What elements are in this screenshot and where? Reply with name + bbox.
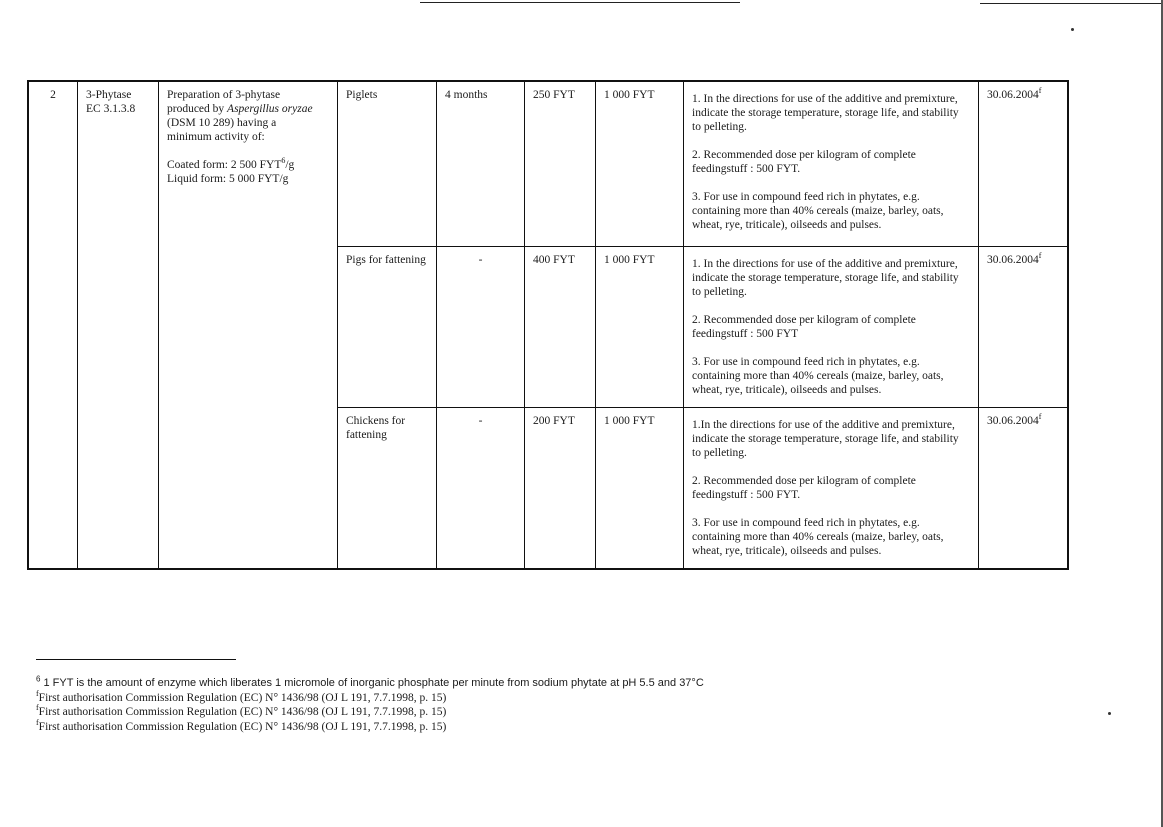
date-text: 30.06.2004 bbox=[987, 254, 1039, 266]
maximum-content: 1 000 FYT bbox=[596, 247, 684, 408]
scan-top-line bbox=[420, 2, 740, 3]
footnote-text: First authorisation Commission Regulation (EC) N° 1436/98 (OJ L 191, 7.7.1998, p. 15) bbox=[38, 691, 447, 704]
maximum-age: - bbox=[437, 408, 525, 570]
footnote bbox=[36, 705, 704, 720]
footnote-text: 1 FYT is the amount of enzyme which liberates 1 micromole of inorganic phosphate per minute from sodium phytate at pH 5.5 and 37°C bbox=[40, 677, 704, 689]
provision-item: 3. For use in compound feed rich in phytates, e.g. containing more than 40% cereals (maize, barley, oats, wheat, rye, triticale), oilseeds and pulses. bbox=[692, 356, 944, 396]
coated-form-unit: /g bbox=[285, 159, 295, 171]
footnote-marker: f bbox=[36, 688, 39, 698]
authorisation-date bbox=[979, 247, 1069, 408]
footnote-separator bbox=[36, 659, 236, 660]
footnote-marker: f bbox=[36, 717, 39, 727]
minimum-content: 400 FYT bbox=[525, 247, 596, 408]
additive-ec-number: EC 3.1.3.8 bbox=[86, 103, 136, 115]
footnote-text: First authorisation Commission Regulation (EC) N° 1436/98 (OJ L 191, 7.7.1998, p. 15) bbox=[38, 720, 447, 733]
organism-name: Aspergillus oryzae bbox=[227, 103, 313, 115]
authorisation-date bbox=[979, 81, 1069, 247]
footnotes bbox=[36, 676, 704, 734]
maximum-age: - bbox=[437, 247, 525, 408]
description-line: Preparation of 3-phytase bbox=[167, 89, 281, 101]
minimum-content: 200 FYT bbox=[525, 408, 596, 570]
footnote-ref: f bbox=[1038, 251, 1042, 261]
authorisation-date bbox=[979, 408, 1069, 570]
footnote bbox=[36, 688, 704, 706]
footnote-ref: 6 bbox=[281, 156, 286, 166]
additive-name: 3-Phytase bbox=[86, 89, 132, 101]
additive-cell bbox=[78, 81, 159, 569]
table-row bbox=[28, 81, 1068, 247]
entry-number: 2 bbox=[28, 81, 78, 569]
description-line bbox=[167, 102, 329, 116]
liquid-form: Liquid form: 5 000 FYT/g bbox=[167, 173, 289, 185]
scan-speck bbox=[1108, 712, 1111, 715]
additive-authorisation-table bbox=[27, 80, 1069, 570]
provision-item: 2. Recommended dose per kilogram of complete feedingstuff : 500 FYT. bbox=[692, 475, 916, 501]
footnote bbox=[36, 676, 704, 691]
animal-species: Pigs for fattening bbox=[338, 247, 437, 408]
date-text: 30.06.2004 bbox=[987, 415, 1039, 427]
description-text: produced by bbox=[167, 103, 228, 115]
scan-speck bbox=[1071, 28, 1074, 31]
other-provisions bbox=[684, 408, 979, 570]
minimum-content: 250 FYT bbox=[525, 81, 596, 247]
footnote bbox=[36, 717, 704, 735]
description-line: minimum activity of: bbox=[167, 131, 265, 143]
maximum-content: 1 000 FYT bbox=[596, 408, 684, 570]
provision-item: 1.In the directions for use of the additive and premixture, indicate the storage temperature, storage life, and stability to pelleting. bbox=[692, 419, 959, 459]
provision-item: 1. In the directions for use of the additive and premixture, indicate the storage temperature, storage life, and stability to pelleting. bbox=[692, 93, 959, 133]
additive-description bbox=[159, 81, 338, 569]
footnote-ref: f bbox=[1038, 412, 1042, 422]
description-line: (DSM 10 289) having a bbox=[167, 117, 277, 129]
provision-item: 2. Recommended dose per kilogram of complete feedingstuff : 500 FYT bbox=[692, 314, 916, 340]
other-provisions bbox=[684, 81, 979, 247]
animal-species: Piglets bbox=[338, 81, 437, 247]
other-provisions bbox=[684, 247, 979, 408]
footnote-ref: f bbox=[1038, 86, 1042, 96]
provision-item: 3. For use in compound feed rich in phytates, e.g. containing more than 40% cereals (maize, barley, oats, wheat, rye, triticale), oilseeds and pulses. bbox=[692, 191, 944, 231]
animal-species: Chickens for fattening bbox=[338, 408, 437, 570]
provision-item: 2. Recommended dose per kilogram of complete feedingstuff : 500 FYT. bbox=[692, 149, 916, 175]
footnote-marker: f bbox=[36, 703, 39, 713]
provision-item: 3. For use in compound feed rich in phytates, e.g. containing more than 40% cereals (maize, barley, oats, wheat, rye, triticale), oilseeds and pulses. bbox=[692, 517, 944, 557]
coated-form bbox=[167, 158, 329, 172]
provision-item: 1. In the directions for use of the additive and premixture, indicate the storage temperature, storage life, and stability to pelleting. bbox=[692, 258, 959, 298]
maximum-age: 4 months bbox=[437, 81, 525, 247]
scan-top-line-2 bbox=[980, 3, 1163, 4]
footnote-marker: 6 bbox=[36, 674, 41, 684]
coated-form-text: Coated form: 2 500 FYT bbox=[167, 159, 282, 171]
date-text: 30.06.2004 bbox=[987, 89, 1039, 101]
footnote-text: First authorisation Commission Regulation (EC) N° 1436/98 (OJ L 191, 7.7.1998, p. 15) bbox=[38, 706, 447, 718]
maximum-content: 1 000 FYT bbox=[596, 81, 684, 247]
